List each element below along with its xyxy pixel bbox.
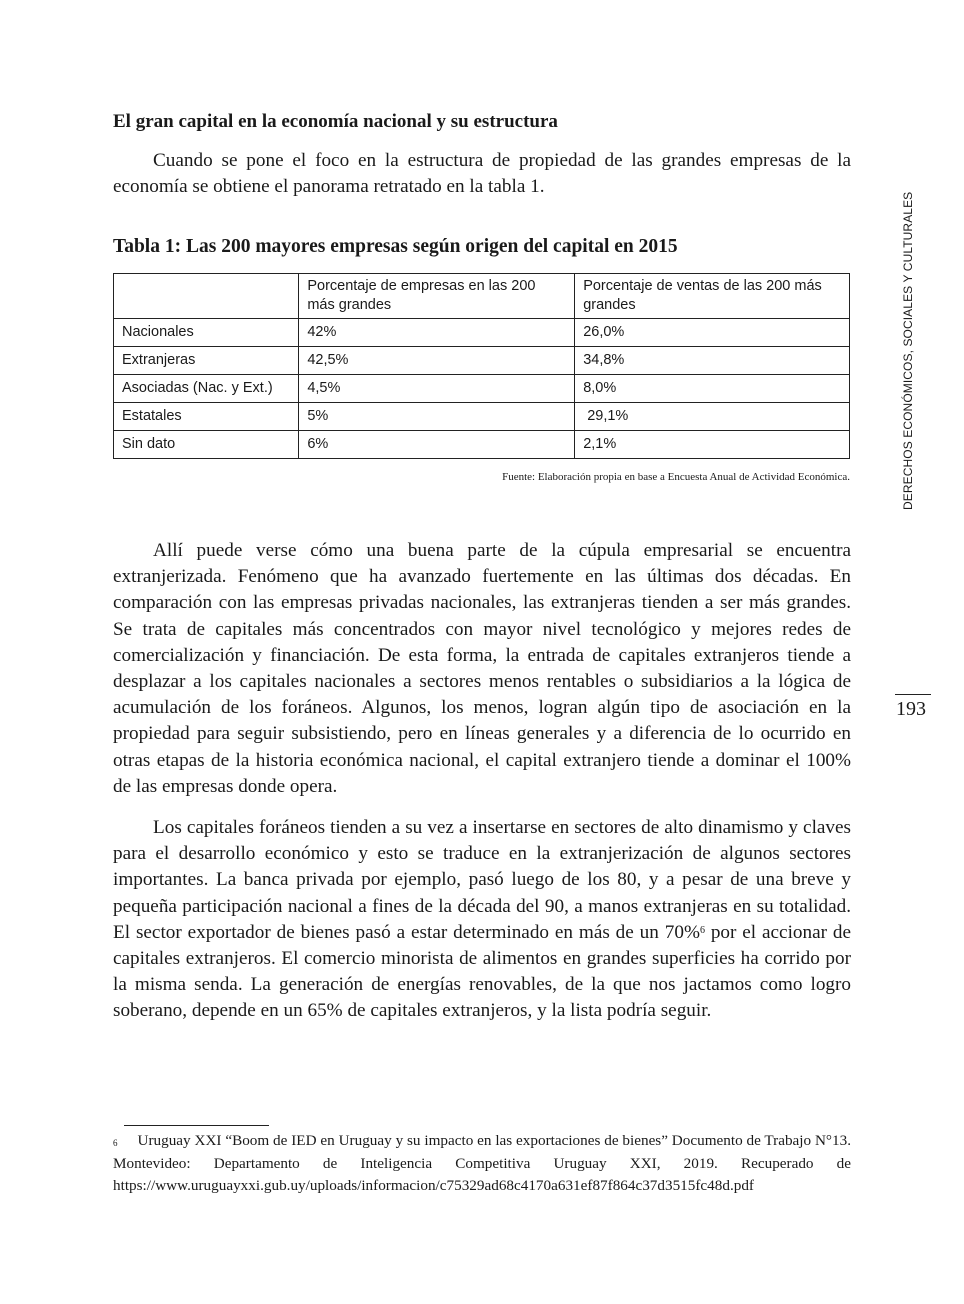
table-row bbox=[114, 319, 850, 347]
page-number: 193 bbox=[896, 698, 926, 720]
body-paragraph-text: Allí puede verse cómo una buena parte de la cúpula empresarial se encuentra extranjerizada. Fenómeno que ha avanzado fuertemente en las últimas dos décadas. En comparación con las empresas privadas nacionales, las extranjeras tienden a ser más grandes. Se trata de capitales más concentrados con mayor nivel tecnológico y mejores redes de comercialización y financiación. De esta forma, la entrada de capitales extranjeros tiende a desplazar a los capitales nacionales a sectores menos rentables o subsidiarios a la lógica de acumulación de los foráneos. Algunos, los menos, logran algún tipo de asociación en la propiedad para seguir subsistiendo, pero en líneas generales y a diferencia de lo ocurrido en otras etapas de la historia económica nacional, el capital extranjero tiende a dominar el 100% de las empresas donde opera. bbox=[113, 540, 851, 797]
table-cell: 5% bbox=[299, 403, 575, 431]
footnote-divider bbox=[124, 1125, 269, 1126]
intro-paragraph-text: Cuando se pone el foco en la estructura de propiedad de las grandes empresas de la economía se obtiene el panorama retratado en la tabla 1. bbox=[113, 150, 851, 198]
table-cell: 34,8% bbox=[575, 347, 850, 375]
table-cell: Extranjeras bbox=[114, 347, 299, 375]
page-number-divider bbox=[895, 694, 931, 695]
footnote-reference[interactable]: 6 bbox=[699, 924, 705, 936]
body-paragraph-text: por el accionar de capitales extranjeros. El comercio minorista de alimentos en grandes superficies ha corrido por la misma senda. La generación de energías renovables, de la que nos jactamos como logro soberano, depende en un 65% de capitales extranjeros, y la lista podría seguir. bbox=[113, 921, 851, 1022]
table-cell: 29,1% bbox=[575, 403, 850, 431]
table-cell: 6% bbox=[299, 431, 575, 459]
table-header-cell bbox=[114, 274, 299, 319]
body-paragraph bbox=[113, 538, 851, 800]
table-row bbox=[114, 375, 850, 403]
table-header-row bbox=[114, 274, 850, 319]
footnote-number: 6 bbox=[113, 1138, 118, 1148]
table-cell: Sin dato bbox=[114, 431, 299, 459]
table-header-cell: Porcentaje de empresas en las 200 más grandes bbox=[299, 274, 575, 319]
table-cell: Asociadas (Nac. y Ext.) bbox=[114, 375, 299, 403]
footnote-text: Uruguay XXI “Boom de IED en Uruguay y su impacto en las exportaciones de bienes” Documento de Trabajo N°13. Montevideo: Departamento de Inteligencia Competitiva Uruguay XXI, 2019. Recuperado de https://www.uruguayxxi.gub.uy/uploads/informacion/c75329ad68c4170a631ef87f864c37d3515fc48d.pdf bbox=[113, 1132, 851, 1194]
body-paragraph bbox=[113, 815, 851, 1025]
table-row bbox=[114, 403, 850, 431]
table-cell: Nacionales bbox=[114, 319, 299, 347]
table-cell: Estatales bbox=[114, 403, 299, 431]
section-heading: El gran capital en la economía nacional y su estructura bbox=[113, 111, 558, 132]
table-cell: 42,5% bbox=[299, 347, 575, 375]
table-cell: 42% bbox=[299, 319, 575, 347]
intro-paragraph bbox=[113, 148, 851, 200]
ownership-table bbox=[113, 273, 850, 459]
table-cell: 2,1% bbox=[575, 431, 850, 459]
body-paragraph-text: Los capitales foráneos tienden a su vez a insertarse en sectores de alto dinamismo y claves para el desarrollo económico y esto se traduce en la extranjerización de algunos sectores importantes. La banca privada por ejemplo, pasó luego de los 80, y a pesar de una breve y pequeña participación nacional a fines de la década del 90, a manos extranjeras en su totalidad. El sector exportador de bienes pasó a estar determinado en más de un 70% bbox=[113, 817, 851, 943]
footnote bbox=[113, 1130, 851, 1198]
table-cell: 8,0% bbox=[575, 375, 850, 403]
table-row bbox=[114, 347, 850, 375]
table-row bbox=[114, 431, 850, 459]
running-header: DERECHOS ECONÓMICOS, SOCIALES Y CULTURALES bbox=[901, 191, 915, 510]
table-header-cell: Porcentaje de ventas de las 200 más grandes bbox=[575, 274, 850, 319]
table-caption: Tabla 1: Las 200 mayores empresas según origen del capital en 2015 bbox=[113, 236, 678, 257]
table-cell: 4,5% bbox=[299, 375, 575, 403]
table-source-note: Fuente: Elaboración propia en base a Encuesta Anual de Actividad Económica. bbox=[502, 471, 850, 483]
table-cell: 26,0% bbox=[575, 319, 850, 347]
